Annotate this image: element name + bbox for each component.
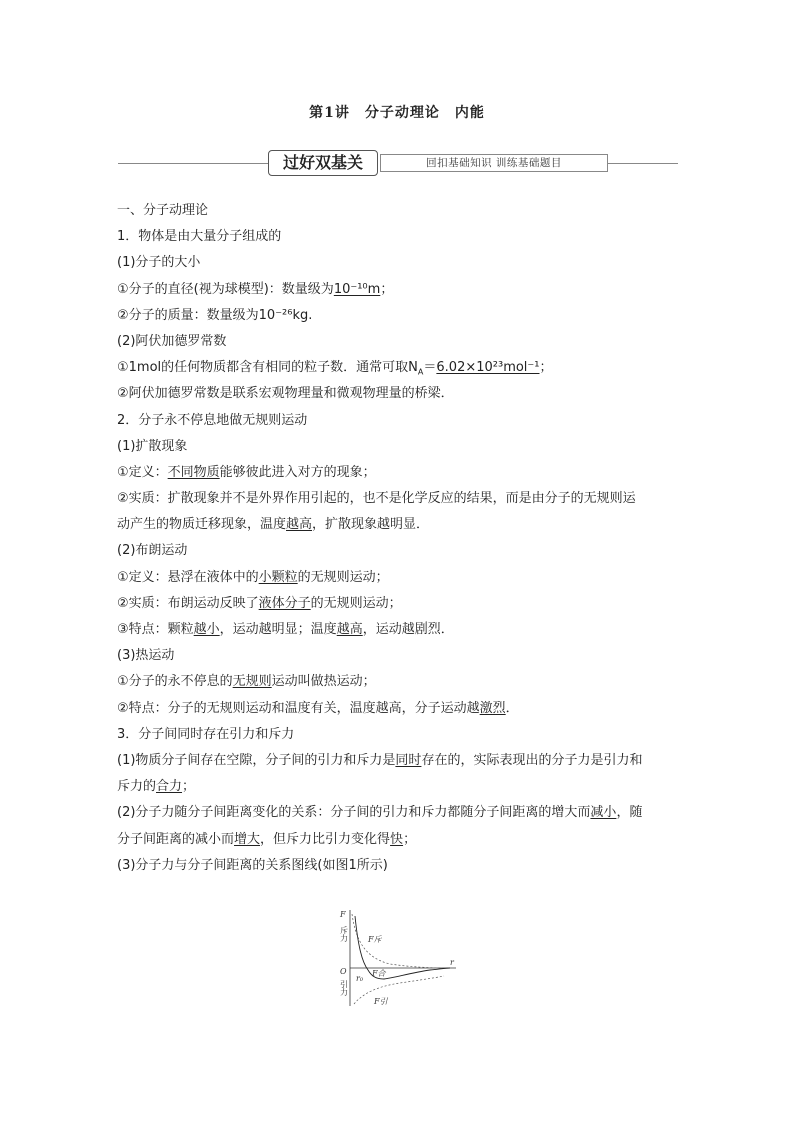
underlined-answer: 越高: [336, 622, 363, 637]
text: ②实质：布朗运动反映了: [117, 595, 259, 611]
text: 斥力的: [117, 779, 157, 795]
paragraph: [117, 748, 682, 774]
underlined-answer: 减小: [590, 805, 617, 821]
attraction-axis-label: 引力: [339, 980, 349, 996]
repulsive-force-label: F斥: [368, 935, 382, 944]
text: ①1mol的任何物质都含有相同的粒子数．通常可取N: [117, 360, 418, 376]
text: ①定义：: [117, 464, 168, 480]
underlined-answer: 6.02×10²³mol⁻¹: [436, 360, 540, 376]
origin-label: O: [340, 967, 347, 976]
underlined-answer: 无规则: [232, 674, 272, 690]
text: ，扩散现象越明显．: [312, 517, 430, 533]
repulsion-axis-label: 斥力: [339, 926, 349, 942]
text: 动产生的物质迁移现象，温度: [117, 517, 287, 533]
paragraph: [117, 565, 682, 591]
paragraph: (1)分子的大小: [117, 255, 201, 271]
underlined-answer: 合力: [156, 779, 183, 795]
repulsive-force-curve: [352, 914, 448, 968]
text: ＝: [423, 360, 437, 376]
text: 的无规则运动；: [310, 595, 402, 611]
paragraph: ②阿伏加德罗常数是联系宏观物理量和微观物理量的桥梁．: [117, 386, 454, 402]
section-heading: 一、分子动理论: [117, 203, 209, 218]
paragraph: ②分子的质量：数量级为10⁻²⁶kg.: [117, 307, 313, 323]
text: 分子间距离的减小而: [117, 831, 235, 847]
text: ，运动越明显；温度: [219, 622, 337, 637]
underlined-answer: 快: [390, 831, 404, 847]
underlined-answer: 越小: [193, 622, 220, 637]
text: ；: [182, 779, 196, 795]
attractive-force-label: F引: [374, 997, 388, 1006]
paragraph: [117, 774, 682, 800]
paragraph: (2)阿伏加德罗常数: [117, 333, 227, 349]
subscript: A: [417, 367, 424, 377]
section-banner: [118, 150, 678, 178]
paragraph: [117, 512, 682, 538]
text: ，运动越剧烈．: [362, 622, 454, 637]
force-distance-graph: [330, 906, 460, 1010]
paragraph: (3)分子力与分子间距离的关系图线(如图1所示): [117, 857, 388, 873]
paragraph: [117, 696, 682, 722]
underlined-answer: 小颗粒: [258, 569, 298, 585]
underlined-answer: 同时: [395, 752, 422, 768]
paragraph: 2．分子永不停息地做无规则运动: [117, 412, 308, 428]
net-force-label: F合: [372, 969, 386, 978]
underlined-answer: 液体分子: [258, 595, 311, 611]
paragraph: [117, 591, 682, 617]
underlined-answer: 越高: [286, 517, 313, 533]
text: ②特点：分子的无规则运动和温度有关，温度越高，分子运动越: [117, 700, 480, 716]
text: ，但斥力比引力变化得: [260, 831, 391, 847]
banner-subtitle: 回扣基础知识 训练基础题目: [380, 154, 608, 172]
underlined-answer: 10⁻¹⁰m: [333, 281, 381, 297]
paragraph: [117, 800, 682, 826]
banner-divider-left: [118, 163, 268, 164]
text: ；: [403, 831, 417, 847]
paragraph: [117, 277, 682, 303]
text: 的无规则运动；: [297, 569, 389, 585]
text: ①分子的永不停息的: [117, 674, 233, 690]
paragraph: [117, 617, 682, 643]
page-title: 第1讲 分子动理论 内能: [309, 105, 485, 121]
text: (1)物质分子间存在空隙，分子间的引力和斥力是: [117, 752, 396, 768]
underlined-answer: 增大: [234, 831, 261, 847]
underlined-answer: 不同物质: [167, 464, 220, 480]
paragraph: [117, 460, 682, 486]
paragraph: 3．分子间同时存在引力和斥力: [117, 726, 295, 742]
text: ，随: [616, 805, 643, 821]
paragraph: [117, 355, 682, 381]
paragraph: [117, 827, 682, 853]
paragraph: (1)扩散现象: [117, 438, 188, 454]
attractive-force-curve: [354, 976, 444, 1004]
molecular-force-figure: [330, 906, 460, 1010]
paragraph: (2)布朗运动: [117, 543, 188, 559]
text: ；: [539, 360, 553, 376]
r0-label: r₀: [356, 974, 364, 983]
axis-label-f: F: [340, 910, 346, 919]
text: ①分子的直径(视为球模型)：数量级为: [117, 281, 334, 297]
banner-title: 过好双基关: [268, 150, 378, 176]
text: 存在的，实际表现出的分子力是引力和: [421, 752, 643, 768]
text: (2)分子力随分子间距离变化的关系：分子间的引力和斥力都随分子间距离的增大而: [117, 805, 591, 821]
text: 运动叫做热运动；: [271, 674, 376, 690]
text: 能够彼此进入对方的现象；: [219, 464, 376, 480]
text: ；: [380, 281, 394, 297]
paragraph: 1．物体是由大量分子组成的: [117, 229, 282, 245]
banner-divider-right: [608, 163, 678, 164]
paragraph: ②实质：扩散现象并不是外界作用引起的，也不是化学反应的结果，而是由分子的无规则运: [117, 491, 636, 507]
text: ③特点：颗粒: [117, 622, 194, 637]
axis-label-r: r: [450, 958, 454, 967]
document-body: [117, 198, 682, 879]
paragraph: [117, 669, 682, 695]
net-force-curve: [355, 916, 450, 979]
underlined-answer: 激烈: [479, 700, 506, 716]
paragraph: (3)热运动: [117, 648, 175, 664]
text: ①定义：悬浮在液体中的: [117, 569, 259, 585]
text: ．: [505, 700, 519, 716]
